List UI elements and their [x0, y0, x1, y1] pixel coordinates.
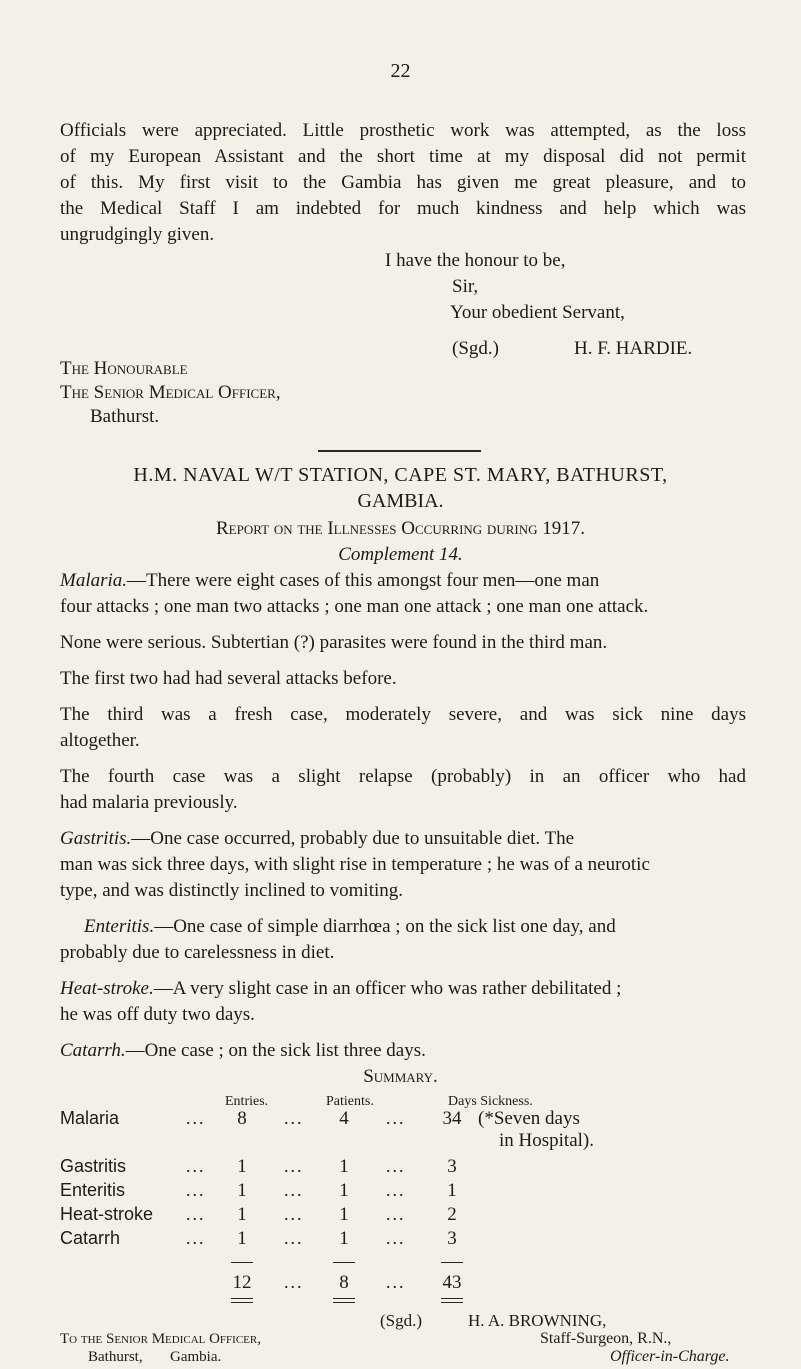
row-dots: ... — [284, 1156, 304, 1176]
enteritis-label: Enteritis. — [84, 916, 155, 937]
row-dots: ... — [386, 1180, 406, 1200]
address1-line-2: The Senior Medical Officer, — [60, 382, 281, 403]
row-dots: ... — [186, 1204, 206, 1224]
row-patients-heatstroke: 1 — [339, 1204, 349, 1225]
third-line-2: altogether. — [60, 730, 140, 751]
malaria-line-2: four attacks ; one man two attacks ; one man one attack ; one man one attack. — [60, 596, 649, 617]
total-patients: 8 — [339, 1272, 349, 1293]
row-patients-catarrh: 1 — [339, 1228, 349, 1249]
row-patients-gastritis: 1 — [339, 1156, 349, 1177]
row-name-malaria: Malaria — [60, 1108, 120, 1128]
row-days-malaria: 34 — [442, 1108, 462, 1129]
catarrh-text: —One case ; on the sick list three days. — [125, 1040, 426, 1061]
heatstroke-text-1: —A very slight case in an officer who was rather debilitated ; — [153, 978, 622, 999]
patients-rule — [333, 1262, 355, 1263]
row-dots: ... — [284, 1204, 304, 1224]
row-entries-enteritis: 1 — [237, 1180, 247, 1201]
row-dots: ... — [186, 1228, 206, 1248]
row-name-gastritis: Gastritis — [60, 1156, 127, 1176]
address2-line-1: To the Senior Medical Officer, — [60, 1331, 261, 1347]
gastritis-text-1: —One case occurred, probably due to unsuitable diet. The — [131, 828, 575, 849]
row-days-enteritis: 1 — [447, 1180, 457, 1201]
catarrh-line — [60, 1038, 426, 1064]
signer-rank: Staff-Surgeon, R.N., — [540, 1330, 672, 1347]
gastritis-line-3: type, and was distinctly inclined to vomiting. — [60, 880, 404, 901]
row-name-catarrh: Catarrh — [60, 1228, 121, 1248]
third-line-1: The third was a fresh case, moderately severe, and was sick nine days — [60, 704, 746, 725]
row-dots: ... — [386, 1272, 406, 1292]
fourth-line-1: The fourth case was a slight relapse (probably) in an officer who had — [60, 766, 746, 787]
row-entries-gastritis: 1 — [237, 1156, 247, 1177]
enteritis-line-1 — [84, 914, 616, 940]
intro-line-1: Officials were appreciated. Little prosthetic work was attempted, as the loss — [60, 120, 746, 141]
intro-line-3: of this. My first visit to the Gambia has given me great pleasure, and to — [60, 172, 746, 193]
entries-double-rule — [231, 1298, 253, 1299]
serious-line: None were serious. Subtertian (?) parasites were found in the third man. — [60, 632, 608, 653]
gastritis-line-2: man was sick three days, with slight rise in temperature ; he was of a neurotic — [60, 854, 650, 875]
row-dots: ... — [386, 1204, 406, 1224]
sir-line: Sir, — [452, 276, 479, 297]
malaria-note-1: (*Seven days — [478, 1108, 580, 1129]
summary-title: Summary. — [363, 1066, 438, 1087]
days-double-rule — [441, 1302, 463, 1303]
address2-line-3: Gambia. — [170, 1349, 222, 1365]
honour-line: I have the honour to be, — [385, 250, 566, 271]
row-patients-enteritis: 1 — [339, 1180, 349, 1201]
signer-hardie: H. F. HARDIE. — [574, 338, 693, 359]
servant-line: Your obedient Servant, — [450, 302, 625, 323]
row-entries-catarrh: 1 — [237, 1228, 247, 1249]
header-patients: Patients. — [326, 1094, 374, 1109]
row-name-heatstroke: Heat-stroke — [60, 1204, 154, 1224]
report-title: Report on the Illnesses Occurring during 1917. — [216, 518, 585, 539]
entries-double-rule — [231, 1302, 253, 1303]
section-divider — [318, 450, 481, 452]
row-dots: ... — [386, 1228, 406, 1248]
catarrh-label: Catarrh. — [60, 1040, 126, 1061]
enteritis-text-1: —One case of simple diarrhœa ; on the sick list one day, and — [154, 916, 616, 937]
page-number: 22 — [390, 60, 411, 82]
sgd-label-2: (Sgd.) — [380, 1311, 423, 1330]
signer-browning: H. A. BROWNING, — [468, 1311, 607, 1330]
row-dots: ... — [386, 1108, 406, 1128]
station-heading-1: H.M. NAVAL W/T STATION, CAPE ST. MARY, BATHURST, — [133, 464, 668, 486]
fourth-line-2: had malaria previously. — [60, 792, 238, 813]
total-entries: 12 — [232, 1272, 252, 1293]
complement: Complement 14. — [338, 544, 463, 565]
total-days: 43 — [442, 1272, 462, 1293]
address1-line-3: Bathurst. — [90, 406, 160, 427]
patients-double-rule — [333, 1302, 355, 1303]
malaria-line-1 — [60, 568, 746, 594]
row-dots: ... — [186, 1108, 206, 1128]
malaria-text-1: —There were eight cases of this amongst four men—one man — [127, 570, 600, 591]
intro-line-2: of my European Assistant and the short time at my disposal did not permit — [60, 146, 746, 167]
first-two-line: The first two had had several attacks before. — [60, 668, 397, 689]
row-dots: ... — [284, 1272, 304, 1292]
sgd-label-1: (Sgd.) — [452, 338, 499, 359]
row-name-enteritis: Enteritis — [60, 1180, 126, 1200]
intro-line-5: ungrudgingly given. — [60, 224, 215, 245]
heatstroke-label: Heat-stroke. — [60, 978, 154, 999]
heatstroke-line-2: he was off duty two days. — [60, 1004, 255, 1025]
row-days-catarrh: 3 — [447, 1228, 457, 1249]
heatstroke-line-1 — [60, 976, 621, 1002]
header-days: Days Sickness. — [448, 1094, 533, 1109]
patients-double-rule — [333, 1298, 355, 1299]
row-dots: ... — [386, 1156, 406, 1176]
malaria-note-2: in Hospital). — [499, 1130, 594, 1151]
gastritis-label: Gastritis. — [60, 828, 132, 849]
row-entries-malaria: 8 — [237, 1108, 247, 1129]
row-dots: ... — [284, 1228, 304, 1248]
gastritis-line-1 — [60, 826, 574, 852]
days-rule — [441, 1262, 463, 1263]
enteritis-line-2: probably due to carelessness in diet. — [60, 942, 335, 963]
entries-rule — [231, 1262, 253, 1263]
address2-line-2: Bathurst, — [88, 1349, 143, 1365]
malaria-label: Malaria. — [60, 570, 128, 591]
row-days-gastritis: 3 — [447, 1156, 457, 1177]
row-dots: ... — [186, 1180, 206, 1200]
row-dots: ... — [284, 1108, 304, 1128]
intro-line-4: the Medical Staff I am indebted for much kindness and help which was — [60, 198, 746, 219]
signer-role: Officer-in-Charge. — [610, 1348, 730, 1365]
header-entries: Entries. — [225, 1094, 269, 1109]
row-days-heatstroke: 2 — [447, 1204, 457, 1225]
days-double-rule — [441, 1298, 463, 1299]
station-heading-2: GAMBIA. — [357, 490, 444, 512]
row-entries-heatstroke: 1 — [237, 1204, 247, 1225]
row-patients-malaria: 4 — [339, 1108, 349, 1129]
row-dots: ... — [284, 1180, 304, 1200]
row-dots: ... — [186, 1156, 206, 1176]
address1-line-1: The Honourable — [60, 358, 188, 379]
